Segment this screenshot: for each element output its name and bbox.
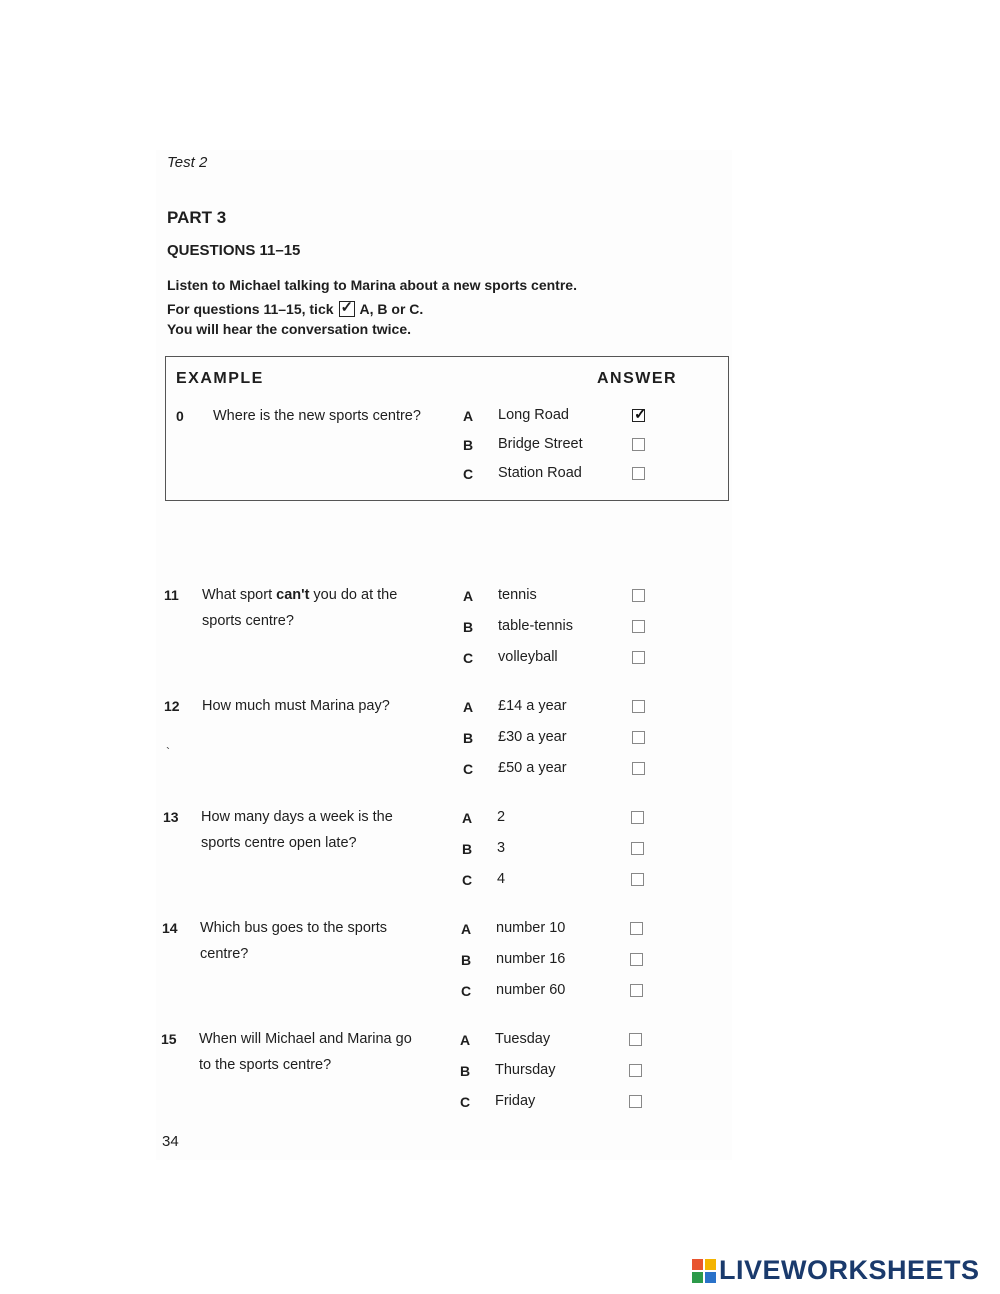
question-text <box>200 915 387 941</box>
liveworksheets-logo-icon <box>692 1259 716 1283</box>
option-letter: B <box>461 952 472 968</box>
question-text-emphasis: can't <box>276 587 310 603</box>
example-option-letter: A <box>463 408 474 424</box>
option-letter: B <box>463 619 474 635</box>
answer-checkbox[interactable] <box>632 620 645 633</box>
question-number: 14 <box>162 920 178 936</box>
question-number: 13 <box>163 809 179 825</box>
option-text: £30 a year <box>498 729 567 745</box>
option-text: 2 <box>497 809 506 825</box>
option-letter: B <box>463 730 474 746</box>
question-number: 15 <box>161 1031 177 1047</box>
answer-checkbox[interactable] <box>631 842 644 855</box>
answer-label: ANSWER <box>597 370 678 387</box>
option-letter: A <box>461 921 472 937</box>
instruction-line-1: Listen to Michael talking to Marina about a new sports centre. <box>167 277 577 293</box>
answer-checkbox[interactable] <box>629 1064 642 1077</box>
option-letter: A <box>460 1032 471 1048</box>
question-text-before: How much must Marina pay? <box>202 698 390 714</box>
instruction-line-2-after: A, B or C. <box>359 301 424 317</box>
instruction-line-3: You will hear the conversation twice. <box>167 321 412 337</box>
example-option-text: Long Road <box>498 407 569 423</box>
option-text: Thursday <box>495 1062 556 1078</box>
answer-checkbox[interactable] <box>632 762 645 775</box>
question-number: 12 <box>164 698 180 714</box>
option-letter: A <box>462 810 473 826</box>
question-text-before: When will Michael and Marina go <box>199 1031 412 1047</box>
option-text: tennis <box>498 587 537 603</box>
answer-checkbox[interactable] <box>631 811 644 824</box>
answer-checkbox[interactable] <box>630 922 643 935</box>
example-option-text: Station Road <box>498 465 582 481</box>
question-text-before: Which bus goes to the sports <box>200 920 387 936</box>
option-text: volleyball <box>498 649 558 665</box>
question-text <box>202 693 390 719</box>
answer-checkbox[interactable] <box>631 873 644 886</box>
example-question: Where is the new sports centre? <box>213 408 421 424</box>
logo-square-1 <box>692 1259 703 1270</box>
question-text-line-2: centre? <box>200 946 249 962</box>
answer-checkbox[interactable] <box>632 651 645 664</box>
option-text: 3 <box>497 840 506 856</box>
example-option-text: Bridge Street <box>498 436 583 452</box>
logo-square-3 <box>692 1272 703 1283</box>
question-text <box>201 804 393 830</box>
option-text: Tuesday <box>495 1031 551 1047</box>
question-text-line-2: sports centre? <box>202 613 294 629</box>
option-text: number 10 <box>496 920 566 936</box>
questions-range: QUESTIONS 11–15 <box>167 242 301 259</box>
option-letter: C <box>461 983 472 999</box>
question-text <box>199 1026 412 1052</box>
answer-checkbox[interactable] <box>632 700 645 713</box>
option-letter: A <box>463 699 474 715</box>
example-option-letter: B <box>463 437 474 453</box>
logo-square-2 <box>705 1259 716 1270</box>
question-text-before: How many days a week is the <box>201 809 393 825</box>
option-text: Friday <box>495 1093 536 1109</box>
option-text: £14 a year <box>498 698 567 714</box>
question-text-line-2: to the sports centre? <box>199 1057 332 1073</box>
example-answer-checkbox[interactable] <box>632 467 645 480</box>
answer-checkbox[interactable] <box>632 589 645 602</box>
answer-checkbox[interactable] <box>630 953 643 966</box>
instruction-line-2 <box>167 301 423 317</box>
question-text <box>202 582 397 608</box>
option-text: number 16 <box>496 951 566 967</box>
example-answer-checkbox[interactable] <box>632 438 645 451</box>
tick-box-icon <box>339 301 355 317</box>
example-label: EXAMPLE <box>176 370 264 387</box>
option-letter: B <box>462 841 473 857</box>
answer-checkbox[interactable] <box>630 984 643 997</box>
option-text: £50 a year <box>498 760 567 776</box>
logo-square-4 <box>705 1272 716 1283</box>
option-letter: B <box>460 1063 471 1079</box>
option-letter: C <box>463 650 474 666</box>
liveworksheets-logo[interactable] <box>692 1255 980 1286</box>
option-letter: C <box>462 872 473 888</box>
option-text: 4 <box>497 871 506 887</box>
answer-checkbox[interactable] <box>632 731 645 744</box>
option-text: number 60 <box>496 982 566 998</box>
logo-text: LIVEWORKSHEETS <box>719 1255 980 1285</box>
page-number: 34 <box>162 1133 179 1150</box>
question-number: 11 <box>164 587 179 603</box>
part-title: PART 3 <box>167 208 227 227</box>
option-text: table-tennis <box>498 618 573 634</box>
example-number: 0 <box>176 408 184 424</box>
option-letter: C <box>460 1094 471 1110</box>
instruction-line-2-before: For questions 11–15, tick <box>167 301 334 317</box>
answer-checkbox[interactable] <box>629 1095 642 1108</box>
example-option-letter: C <box>463 466 474 482</box>
question-text-before: What sport <box>202 587 277 603</box>
option-letter: A <box>463 588 474 604</box>
question-text-line-2: sports centre open late? <box>201 835 357 851</box>
question-text-after: you do at the <box>309 587 398 603</box>
example-answer-checkbox[interactable] <box>632 409 645 422</box>
answer-checkbox[interactable] <box>629 1033 642 1046</box>
test-label: Test 2 <box>167 154 208 171</box>
stray-mark: ` <box>166 745 170 759</box>
option-letter: C <box>463 761 474 777</box>
